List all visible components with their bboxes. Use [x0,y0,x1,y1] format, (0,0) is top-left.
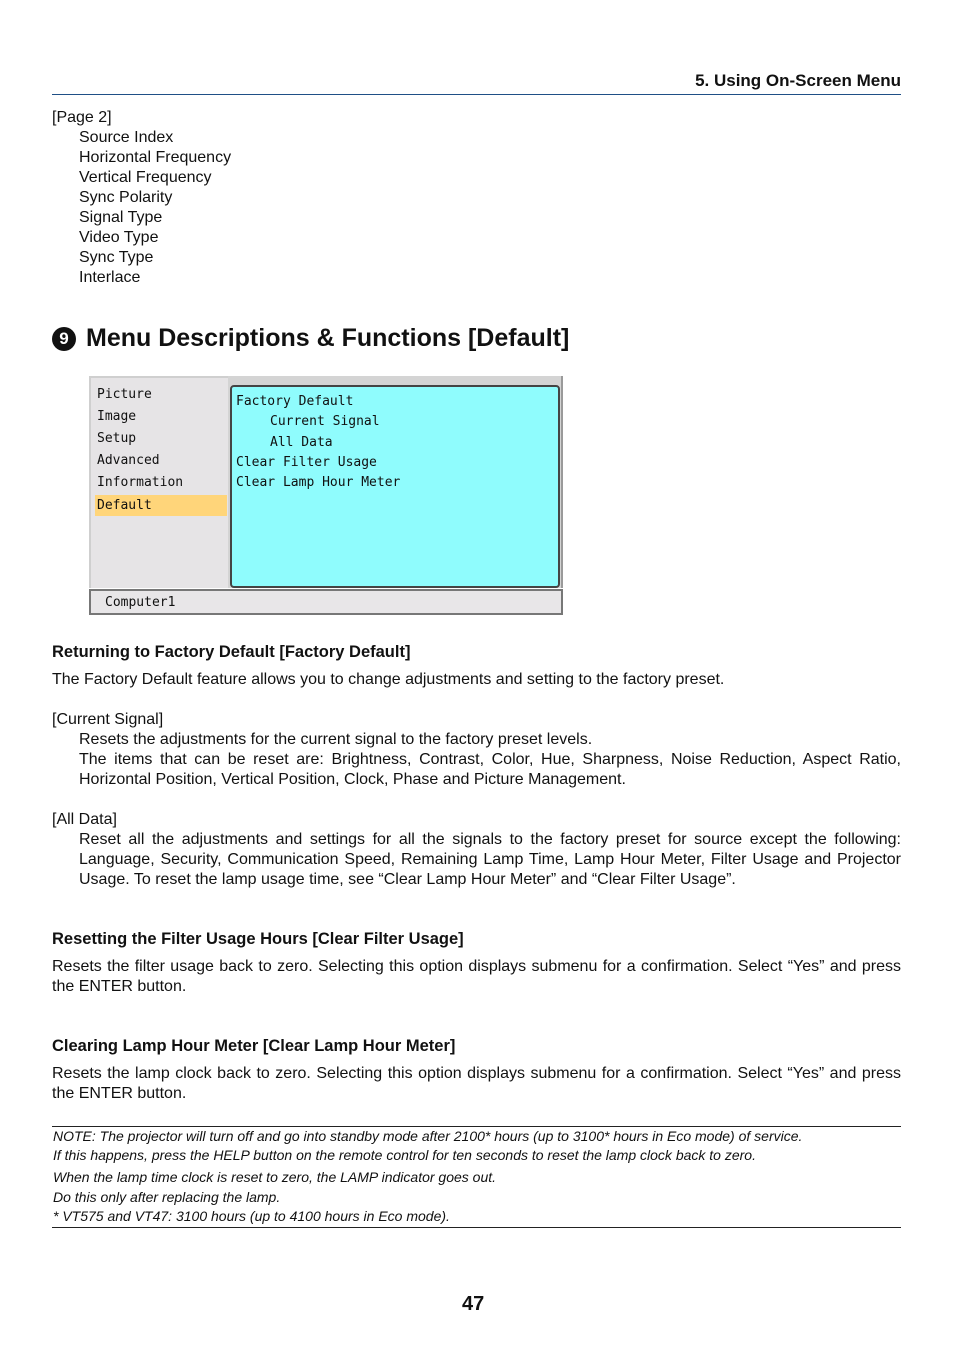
osd-submenu-panel [230,385,560,588]
note-line: When the lamp time clock is reset to zero, the LAMP indicator goes out. [53,1169,497,1185]
osd-option-current-signal[interactable]: Current Signal [270,414,380,429]
current-signal-items: The items that can be reset are: Brightness, Contrast, Color, Hue, Sharpness, Noise Reduction, Aspect Ratio, Horizontal Position, Vertical Position, Clock, Phase and Picture Management. [79,751,901,788]
section-number-badge: 9 [52,327,76,351]
osd-option-clear-filter-usage[interactable]: Clear Filter Usage [236,455,377,470]
list-item: Vertical Frequency [79,169,212,186]
osd-menu-item-advanced[interactable]: Advanced [97,453,160,468]
note-bottom-rule [52,1227,901,1228]
list-item: Source Index [79,129,174,146]
osd-menu-item-default[interactable]: Default [95,495,227,516]
osd-menu-item-image[interactable]: Image [97,409,137,424]
osd-option-factory-default[interactable]: Factory Default [236,394,354,409]
list-item: Video Type [79,229,159,246]
section-title: Menu Descriptions & Functions [Default] [86,324,570,352]
list-item: Horizontal Frequency [79,149,232,166]
osd-source-label: Computer1 [105,595,176,610]
factory-default-heading: Returning to Factory Default [Factory Default] [52,643,411,661]
factory-default-intro: The Factory Default feature allows you to change adjustments and setting to the factory preset. [52,671,725,688]
list-item: Signal Type [79,209,163,226]
all-data-description: Reset all the adjustments and settings for all the signals to the factory preset for source except the following: Language, Security, Communication Speed, Remaining Lamp Time, Lamp Hour Meter, Filter Usage and Projector Usage. To reset the lamp usage time, see “Clear Lamp Hour Meter” and “Clear Filter Usage”. [79,831,901,888]
osd-option-all-data[interactable]: All Data [270,435,333,450]
filter-description: Resets the filter usage back to zero. Selecting this option displays submenu for a confirmation. Select “Yes” and press the ENTER button. [52,958,901,995]
page2-item-list [79,128,231,288]
lamp-description: Resets the lamp clock back to zero. Selecting this option displays submenu for a confirmation. Select “Yes” and press the ENTER button. [52,1065,901,1102]
current-signal-label: [Current Signal] [52,711,164,728]
osd-menu-item-information[interactable]: Information [97,475,184,490]
osd-menu-screenshot [89,376,563,615]
osd-menu-item-setup[interactable]: Setup [97,431,137,446]
header-divider [52,94,901,95]
list-item: Sync Type [79,249,154,266]
note-line: * VT575 and VT47: 3100 hours (up to 4100 hours in Eco mode). [53,1208,450,1224]
all-data-label: [All Data] [52,811,117,828]
note-line: Do this only after replacing the lamp. [53,1189,281,1205]
list-item: Sync Polarity [79,189,173,206]
section-heading [52,324,569,353]
note-line: NOTE: The projector will turn off and go into standby mode after 2100* hours (up to 3100* hours in Eco mode) of service. [53,1128,803,1144]
osd-menu-item-picture[interactable]: Picture [97,387,152,402]
running-header: 5. Using On-Screen Menu [695,71,901,90]
osd-main-menu [89,376,229,588]
note-line: If this happens, press the HELP button on the remote control for ten seconds to reset the lamp clock back to zero. [53,1147,756,1163]
filter-heading: Resetting the Filter Usage Hours [Clear Filter Usage] [52,930,464,948]
current-signal-description: Resets the adjustments for the current signal to the factory preset levels. [79,731,593,748]
list-item: Interlace [79,269,141,286]
page2-label: [Page 2] [52,109,112,126]
page-number: 47 [462,1293,485,1315]
lamp-heading: Clearing Lamp Hour Meter [Clear Lamp Hour Meter] [52,1037,456,1055]
osd-status-bar [89,589,563,615]
osd-option-clear-lamp-hour-meter[interactable]: Clear Lamp Hour Meter [236,475,401,490]
